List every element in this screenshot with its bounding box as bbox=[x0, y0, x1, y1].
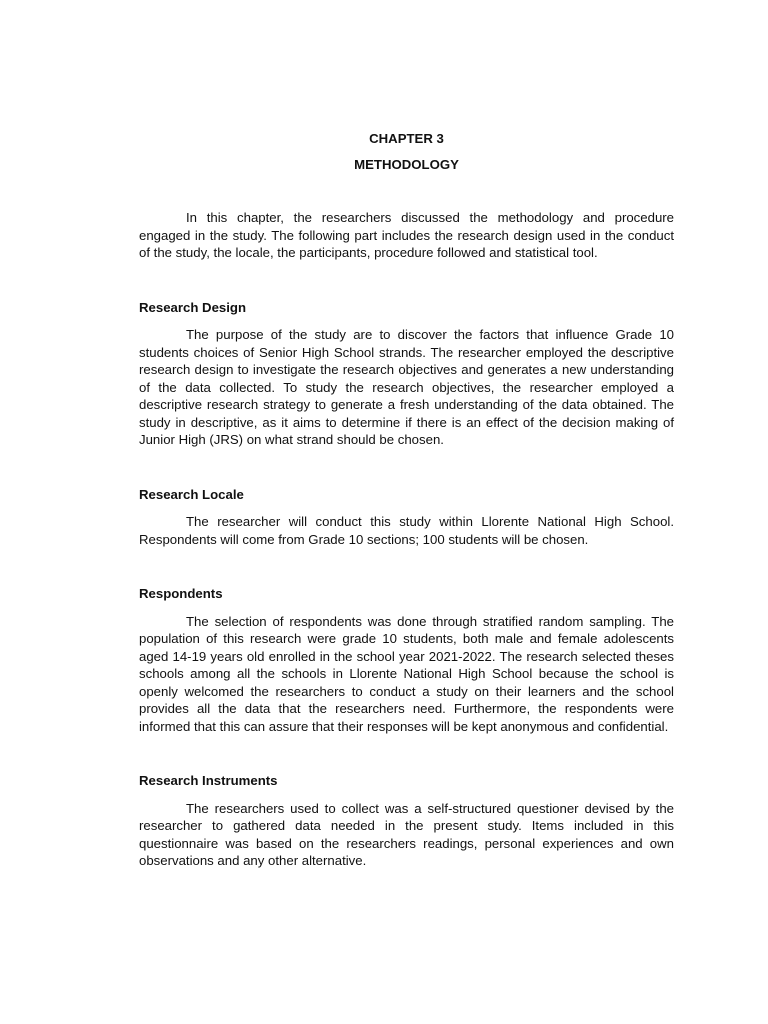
section-paragraph: The researchers used to collect was a self-structured questioner devised by the researcher to gathered data needed in the present study. Items included in this questionnaire was based on the researchers readings, personal experiences and own observations and any other alternative. bbox=[139, 800, 674, 868]
section-research-locale bbox=[139, 486, 674, 549]
section-heading: Research Design bbox=[139, 299, 247, 315]
chapter-title: METHODOLOGY bbox=[354, 157, 459, 172]
section-research-design bbox=[139, 299, 674, 449]
section-respondents bbox=[139, 585, 674, 735]
chapter-label: CHAPTER 3 bbox=[369, 131, 444, 146]
page-content bbox=[139, 130, 674, 870]
section-heading: Research Instruments bbox=[139, 773, 278, 788]
section-paragraph: The researcher will conduct this study within Llorente National High School. Respondents will come from Grade 10 sections; 100 students will be chosen. bbox=[139, 514, 674, 547]
section-heading: Respondents bbox=[139, 586, 223, 601]
section-heading: Research Locale bbox=[139, 486, 244, 502]
section-research-instruments bbox=[139, 772, 674, 870]
intro-paragraph: In this chapter, the researchers discussed the methodology and procedure engaged in the study. The following part includes the research design used in the conduct of the study, the locale, the participants, procedure followed and statistical tool. bbox=[139, 210, 674, 260]
section-paragraph: The purpose of the study are to discover the factors that influence Grade 10 students choices of Senior High School strands. The researcher employed the descriptive research design to investigate the research objectives and generates a new understanding of the data collected. To study the research objectives, the researcher employed a descriptive research strategy to generate a fresh understanding of the data obtained. The study in descriptive, as it aims to determine if there is an effect of the decision making of Junior High (JRS) on what strand should be chosen. bbox=[139, 327, 674, 447]
section-paragraph: The selection of respondents was done through stratified random sampling. The population of this research were grade 10 students, both male and female adolescents aged 14-19 years old enrolled in the school year 2021-2022. The research selected theses schools among all the schools in Llorente National High School because the school is openly welcomed the researchers to conduct a study on their learners and the school provides all the data that the researchers need. Furthermore, the respondents were informed that this can assure that their responses will be kept anonymous and confidential. bbox=[139, 613, 674, 734]
